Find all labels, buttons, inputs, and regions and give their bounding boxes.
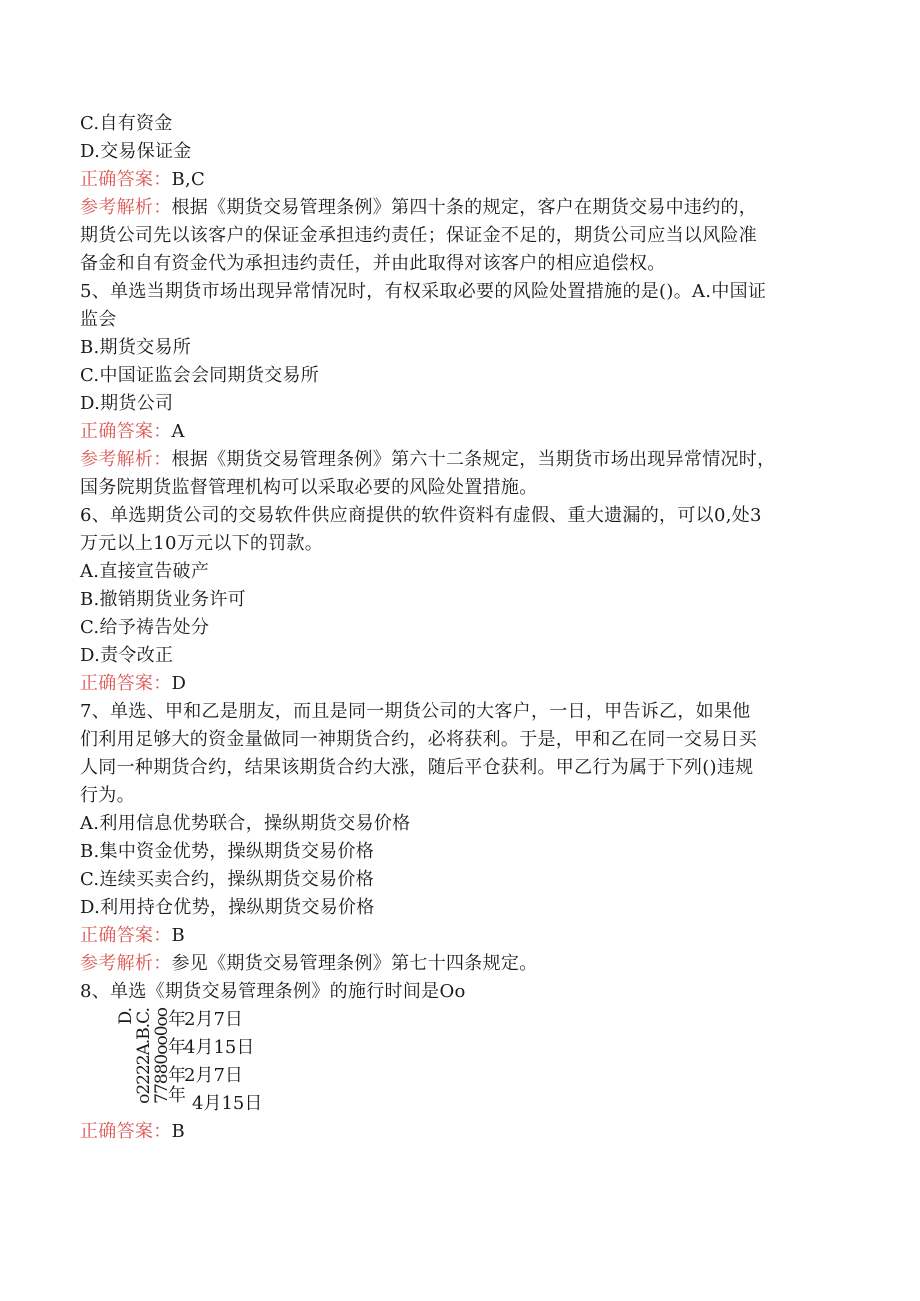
garbled-vertical-col: 77880oo0oo bbox=[152, 1008, 172, 1104]
text-line: 5、单选当期货市场出现异常情况时，有权采取必要的风险处置措施的是()。A.中国证 bbox=[80, 281, 767, 302]
text-line: B.撤销期货业务许可 bbox=[80, 589, 246, 610]
text-line: A.利用信息优势联合，操纵期货交易价格 bbox=[80, 813, 411, 834]
explanation-line bbox=[80, 446, 840, 474]
text-line: D.责令改正 bbox=[80, 645, 174, 666]
explanation-label: 参考解析： bbox=[80, 449, 172, 470]
explanation-label: 参考解析： bbox=[80, 953, 172, 974]
question-lines bbox=[80, 110, 840, 1006]
answer-value: D bbox=[171, 673, 187, 694]
text-line: C.中国证监会会同期货交易所 bbox=[80, 365, 320, 386]
text-line: B.集中资金优势，操纵期货交易价格 bbox=[80, 841, 375, 862]
text-line: 们利用足够大的资金量做同一神期货合约，必将获利。于是，甲和乙在同一交易日买 bbox=[80, 729, 758, 750]
text-line: D.利用持仓优势，操纵期货交易价格 bbox=[80, 897, 375, 918]
text-line: 备金和自有资金代为承担违约责任，并由此取得对该客户的相应追偿权。 bbox=[80, 253, 666, 274]
text-line: 万元以上10万元以下的罚款。 bbox=[80, 533, 324, 554]
answer-label: 正确答案： bbox=[80, 1121, 172, 1142]
answer-value: B,C bbox=[171, 169, 206, 190]
text-line: D.期货公司 bbox=[80, 393, 174, 414]
question-content bbox=[80, 110, 840, 1146]
garbled-options-block bbox=[118, 1006, 840, 1118]
text-line: 期货公司先以该客户的保证金承担违约责任；保证金不足的，期货公司应当以风险准 bbox=[80, 225, 758, 246]
answer-line bbox=[80, 922, 840, 950]
explanation-line bbox=[80, 194, 840, 222]
explanation-text: 参见《期货交易管理条例》第七十四条规定。 bbox=[171, 953, 538, 974]
text-line: B.期货交易所 bbox=[80, 337, 192, 358]
text-line: 行为。 bbox=[80, 785, 135, 806]
garbled-vertical-col: D. bbox=[116, 1008, 136, 1025]
text-line: A.直接宣告破产 bbox=[80, 561, 210, 582]
text-line: 7、单选、甲和乙是朋友，而且是同一期货公司的大客户，一日，甲告诉乙，如果他 bbox=[80, 701, 751, 722]
text-line: D.交易保证金 bbox=[80, 141, 192, 162]
answer-label: 正确答案： bbox=[80, 673, 172, 694]
text-line: 人同一种期货合约，结果该期货合约大涨，随后平仓获利。甲乙行为属于下列()违规 bbox=[80, 757, 754, 778]
garbled-date: 2月7日 bbox=[184, 1065, 243, 1086]
text-line: 国务院期货监督管理机构可以采取必要的风险处置措施。 bbox=[80, 477, 538, 498]
explanation-line bbox=[80, 950, 840, 978]
answer-value: B bbox=[171, 1121, 186, 1142]
answer-label: 正确答案： bbox=[80, 421, 172, 442]
garbled-date: 4月15日 bbox=[192, 1093, 263, 1114]
garbled-date: 4月15日 bbox=[184, 1037, 255, 1058]
garbled-year-char: 年 bbox=[168, 1009, 186, 1030]
garbled-year-char: 年 bbox=[168, 1085, 186, 1106]
explanation-text: 根据《期货交易管理条例》第六十二条规定，当期货市场出现异常情况时， bbox=[171, 449, 776, 470]
text-line: C.自有资金 bbox=[80, 113, 173, 134]
answer-line bbox=[80, 1118, 840, 1146]
garbled-year-char: 年 bbox=[168, 1037, 186, 1058]
answer-line bbox=[80, 670, 840, 698]
answer-value: B bbox=[171, 925, 186, 946]
text-line: 监会 bbox=[80, 309, 117, 330]
answer-line bbox=[80, 418, 840, 446]
explanation-text: 根据《期货交易管理条例》第四十条的规定，客户在期货交易中违约的， bbox=[171, 197, 758, 218]
garbled-year-char: 年 bbox=[168, 1065, 186, 1086]
answer-line bbox=[80, 166, 840, 194]
garbled-date: 2月7日 bbox=[184, 1009, 243, 1030]
text-line: C.连续买卖合约，操纵期货交易价格 bbox=[80, 869, 374, 890]
answer-value: A bbox=[171, 421, 185, 442]
text-line: 6、单选期货公司的交易软件供应商提供的软件资料有虚假、重大遗漏的，可以0,处3 bbox=[80, 505, 762, 526]
explanation-label: 参考解析： bbox=[80, 197, 172, 218]
text-line: 8、单选《期货交易管理条例》的施行时间是Oo bbox=[80, 981, 466, 1002]
answer-label: 正确答案： bbox=[80, 169, 172, 190]
text-line: C.给予祷告处分 bbox=[80, 617, 210, 638]
garbled-vertical-col: o2222A.B.C. bbox=[134, 1008, 154, 1104]
answer-label: 正确答案： bbox=[80, 925, 172, 946]
